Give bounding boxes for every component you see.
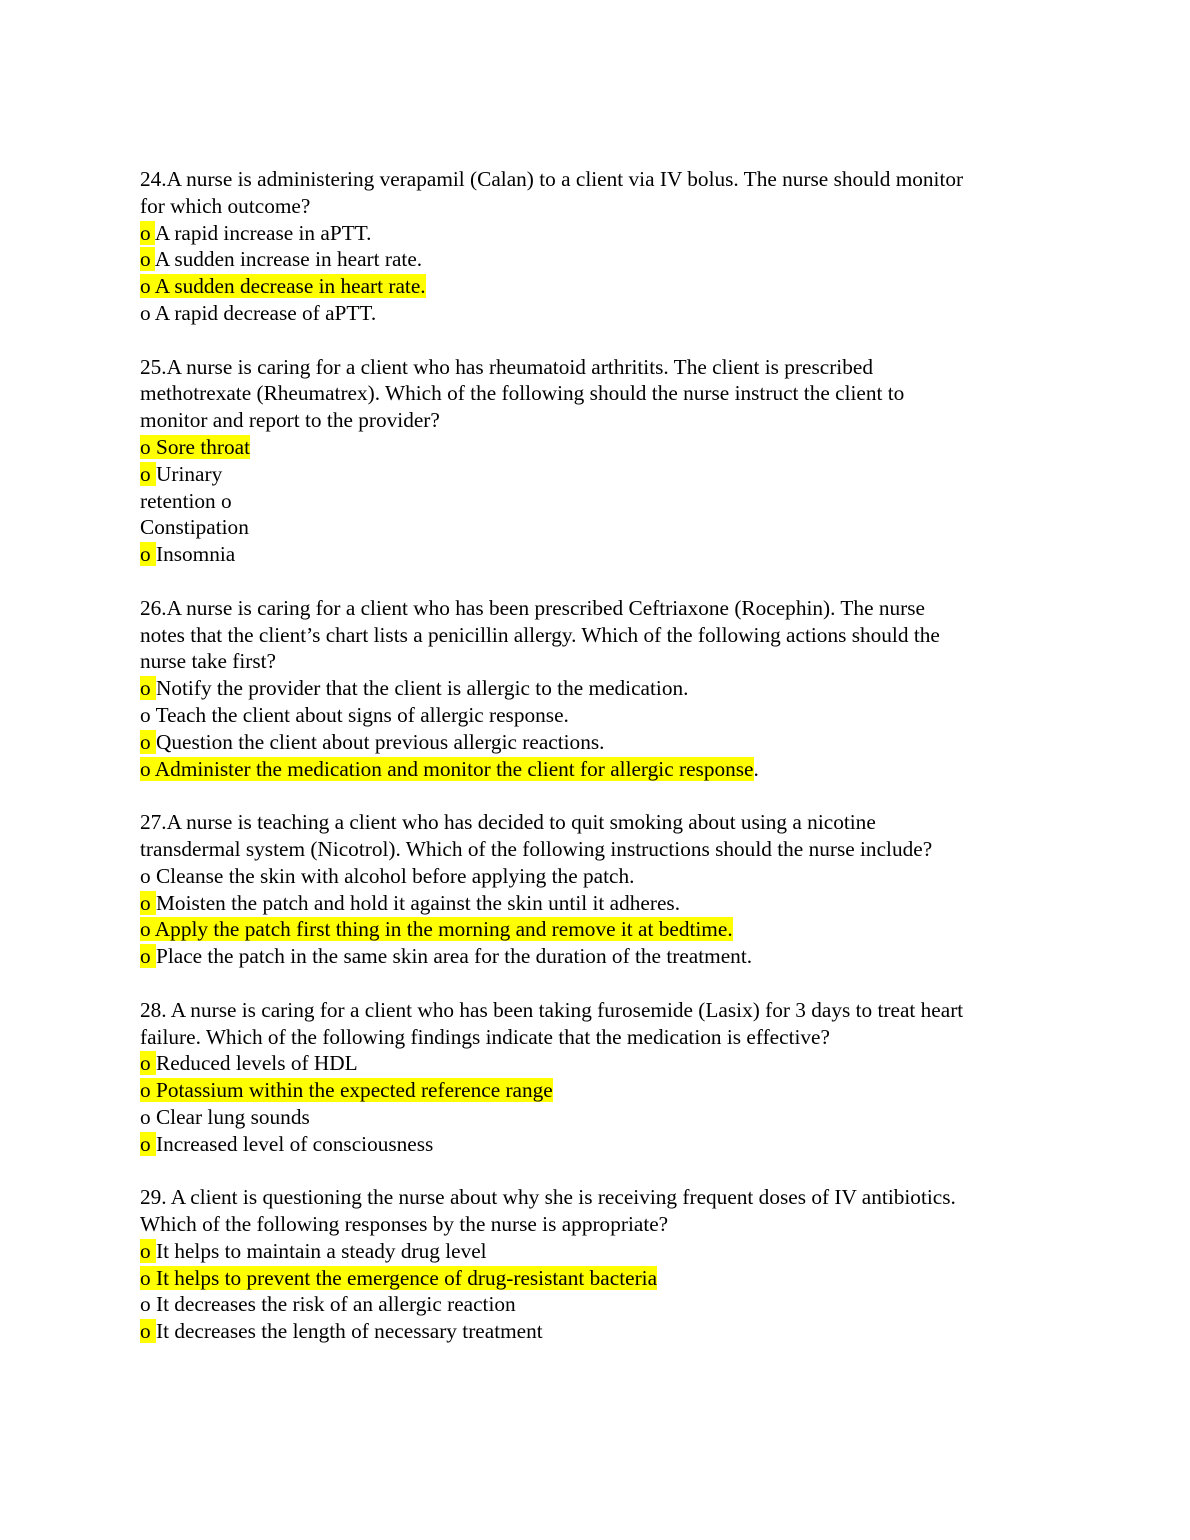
text-segment: 28. A nurse is caring for a client who has been taking furosemide (Lasix) for 3 days to treat heart	[140, 997, 964, 1022]
text-line	[140, 1318, 1060, 1345]
text-segment: Reduced levels of HDL	[155, 1051, 358, 1076]
highlighted-text: o	[140, 1131, 156, 1156]
text-line	[140, 702, 1060, 729]
text-segment: transdermal system (Nicotrol). Which of the following instructions should the nurse include?	[140, 836, 933, 861]
document-page	[140, 166, 1060, 1372]
highlighted-text: o It helps to prevent the emergence of drug-resistant bacteria	[140, 1265, 658, 1290]
text-segment: A rapid increase in aPTT.	[154, 220, 372, 245]
text-segment: 26.A nurse is caring for a client who has been prescribed Ceftriaxone (Rocephin). The nurse	[140, 595, 925, 620]
question-line	[140, 595, 1060, 622]
text-line	[140, 1077, 1060, 1104]
text-line	[140, 514, 1060, 541]
highlighted-text: o	[140, 944, 156, 969]
text-line	[140, 273, 1060, 300]
question-line	[140, 1184, 1060, 1211]
question-block	[140, 166, 1060, 327]
text-segment: 27.A nurse is teaching a client who has decided to quit smoking about using a nicotine	[140, 810, 876, 835]
text-line	[140, 756, 1060, 783]
text-line	[140, 675, 1060, 702]
text-line	[140, 434, 1060, 461]
text-segment: 25.A nurse is caring for a client who has rheumatoid arthritits. The client is prescribed	[140, 354, 873, 379]
question-block	[140, 997, 1060, 1158]
question-block	[140, 354, 1060, 568]
highlighted-text: o	[140, 1051, 156, 1076]
highlighted-text: o Sore throat	[140, 434, 251, 459]
text-segment: notes that the client’s chart lists a penicillin allergy. Which of the following actions should the	[140, 622, 940, 647]
text-segment: o Clear lung sounds	[140, 1104, 310, 1129]
text-line	[140, 943, 1060, 970]
highlighted-text: o	[140, 676, 156, 701]
highlighted-text: o	[140, 890, 156, 915]
highlighted-text: o	[140, 247, 155, 272]
question-block	[140, 1184, 1060, 1345]
question-line	[140, 809, 1060, 836]
text-line	[140, 461, 1060, 488]
text-segment: Constipation	[140, 515, 249, 540]
question-line	[140, 380, 1060, 407]
text-segment: o Cleanse the skin with alcohol before applying the patch.	[140, 863, 635, 888]
text-segment: Notify the provider that the client is allergic to the medication.	[155, 676, 689, 701]
highlighted-text: o	[140, 1238, 156, 1263]
text-segment: o A rapid decrease of aPTT.	[140, 300, 377, 325]
text-segment: Insomnia	[155, 542, 236, 567]
text-segment: Moisten the patch and hold it against the skin until it adheres.	[155, 890, 681, 915]
text-line	[140, 300, 1060, 327]
text-line	[140, 1238, 1060, 1265]
text-line	[140, 863, 1060, 890]
text-line	[140, 890, 1060, 917]
text-line	[140, 916, 1060, 943]
text-line	[140, 488, 1060, 515]
text-line	[140, 220, 1060, 247]
text-segment: Question the client about previous allergic reactions.	[155, 729, 605, 754]
highlighted-text: o	[140, 1319, 156, 1344]
text-segment: monitor and report to the provider?	[140, 408, 440, 433]
question-block	[140, 809, 1060, 970]
highlighted-text: o Apply the patch first thing in the morning and remove it at bedtime.	[140, 917, 733, 942]
text-segment: nurse take first?	[140, 649, 277, 674]
highlighted-text: o	[140, 220, 155, 245]
text-segment: Which of the following responses by the nurse is appropriate?	[140, 1212, 669, 1237]
text-segment: 24.A nurse is administering verapamil (Calan) to a client via IV bolus. The nurse should monitor	[140, 167, 964, 191]
text-segment: o It decreases the risk of an allergic reaction	[140, 1292, 516, 1317]
text-line	[140, 648, 1060, 675]
text-segment: methotrexate (Rheumatrex). Which of the following should the nurse instruct the client to	[140, 381, 905, 406]
text-segment: o Teach the client about signs of allergic response.	[140, 702, 569, 727]
highlighted-text: o Potassium within the expected reference range	[140, 1078, 553, 1103]
text-segment: It decreases the length of necessary treatment	[155, 1319, 543, 1344]
text-segment: for which outcome?	[140, 193, 311, 218]
text-segment: Place the patch in the same skin area for the duration of the treatment.	[155, 944, 753, 969]
highlighted-text: o	[140, 461, 156, 486]
question-line	[140, 622, 1060, 649]
question-line	[140, 1211, 1060, 1238]
highlighted-text: o	[140, 542, 156, 567]
question-block	[140, 595, 1060, 783]
text-segment: 29. A client is questioning the nurse about why she is receiving frequent doses of IV antibiotics.	[140, 1185, 956, 1210]
text-segment: Urinary	[155, 461, 223, 486]
text-segment: Increased level of consciousness	[155, 1131, 434, 1156]
text-segment: A sudden increase in heart rate.	[154, 247, 423, 272]
question-line	[140, 1024, 1060, 1051]
text-segment: retention o	[140, 488, 232, 513]
question-line	[140, 166, 1060, 193]
text-line	[140, 1131, 1060, 1158]
text-line	[140, 407, 1060, 434]
highlighted-text: o Administer the medication and monitor the client for allergic response	[140, 756, 754, 781]
text-segment: It helps to maintain a steady drug level	[155, 1238, 487, 1263]
text-line	[140, 1265, 1060, 1292]
text-line	[140, 1104, 1060, 1131]
text-segment: .	[753, 756, 759, 781]
question-line	[140, 836, 1060, 863]
question-line	[140, 193, 1060, 220]
text-line	[140, 246, 1060, 273]
highlighted-text: o A sudden decrease in heart rate.	[140, 274, 426, 299]
text-line	[140, 1050, 1060, 1077]
question-line	[140, 354, 1060, 381]
text-segment: failure. Which of the following findings indicate that the medication is effective?	[140, 1024, 830, 1049]
highlighted-text: o	[140, 729, 156, 754]
text-line	[140, 541, 1060, 568]
text-line	[140, 1291, 1060, 1318]
question-line	[140, 997, 1060, 1024]
text-line	[140, 729, 1060, 756]
